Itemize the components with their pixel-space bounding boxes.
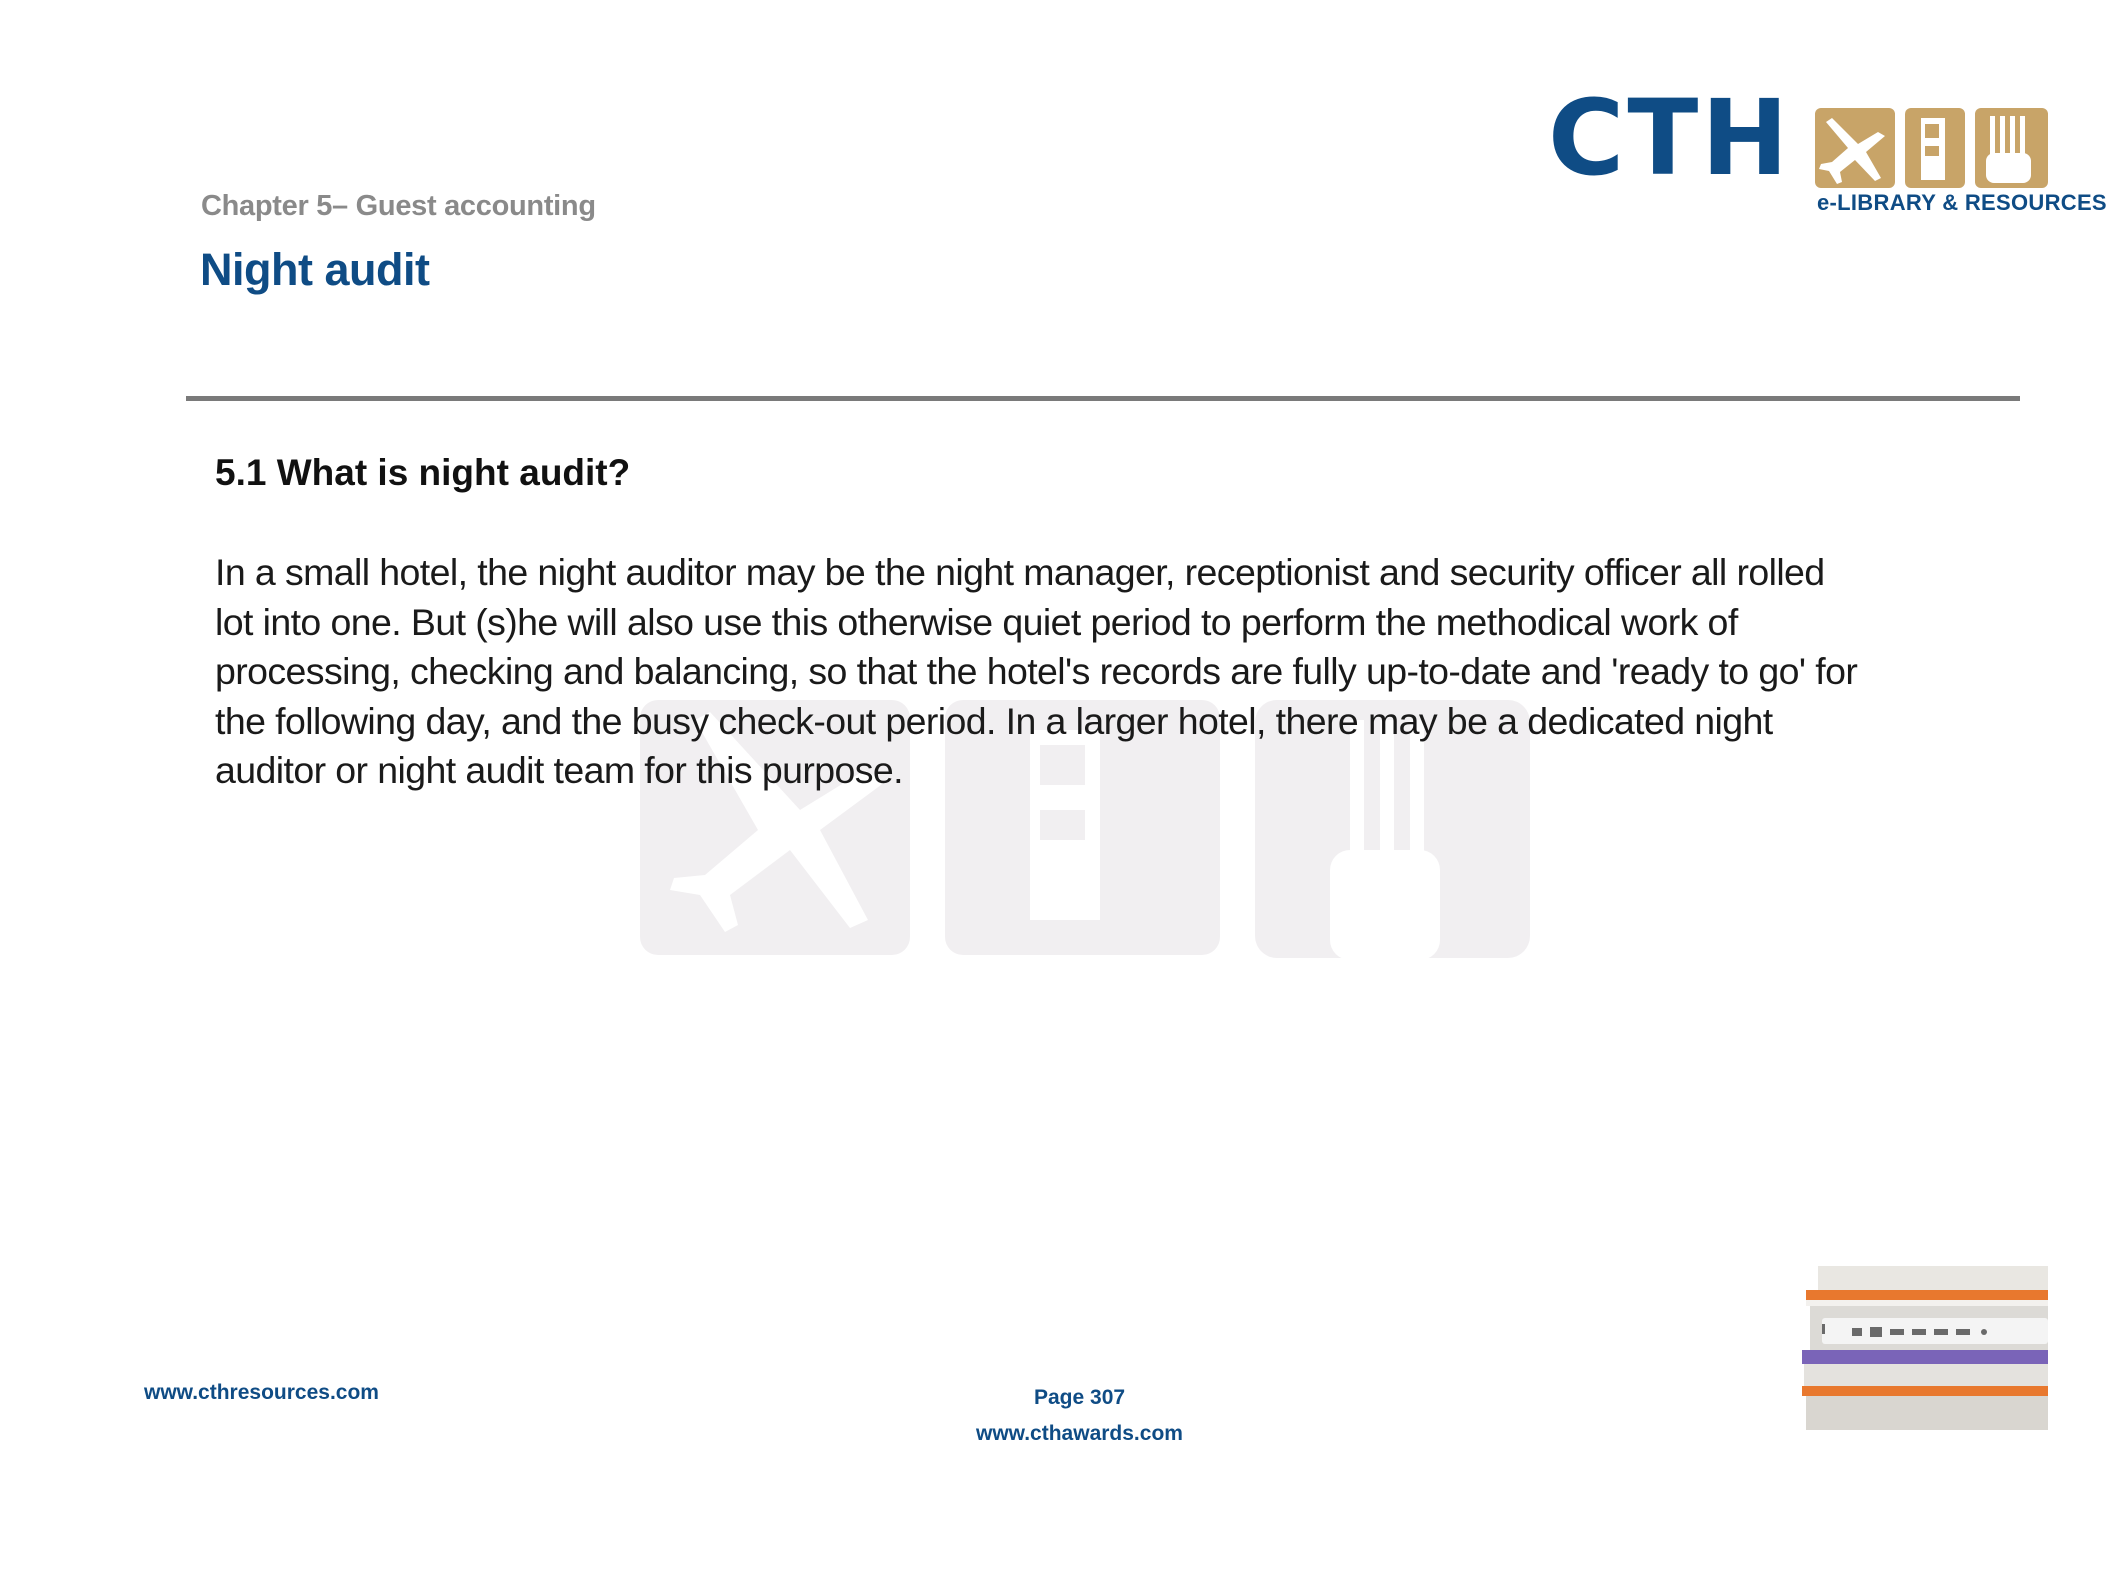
body-line: In a small hotel, the night auditor may be the night manager, receptionist and security officer all rolled xyxy=(215,551,1825,593)
header-divider xyxy=(186,396,2020,401)
hotel-door-icon xyxy=(1905,108,1965,188)
body-paragraph xyxy=(215,548,2015,796)
body-line: lot into one. But (s)he will also use this otherwise quiet period to perform the methodical work of xyxy=(215,600,1738,643)
fork-icon xyxy=(1975,108,2048,188)
body-line: processing, checking and balancing, so that the hotel's records are fully up-to-date and 'ready to go' for xyxy=(215,650,1858,692)
chapter-label: Chapter 5– Guest accounting xyxy=(201,190,596,222)
section-heading: 5.1 What is night audit? xyxy=(215,452,631,493)
footer-awards-link[interactable]: www.cthawards.com xyxy=(976,1422,1183,1445)
footer-resources-link[interactable]: www.cthresources.com xyxy=(144,1381,379,1404)
page-number: Page 307 xyxy=(1034,1386,1126,1409)
body-line: auditor or night audit team for this purpose. xyxy=(215,749,903,791)
logo-tagline: e-LIBRARY & RESOURCES xyxy=(1817,190,2107,215)
logo-wordmark: CTH xyxy=(1548,77,1792,199)
airplane-icon xyxy=(1815,108,1895,188)
body-line: the following day, and the busy check-out period. In a larger hotel, there may be a dedicated night xyxy=(215,699,1773,742)
page-title: Night audit xyxy=(200,244,430,295)
books-stack-icon xyxy=(1800,1262,2048,1432)
